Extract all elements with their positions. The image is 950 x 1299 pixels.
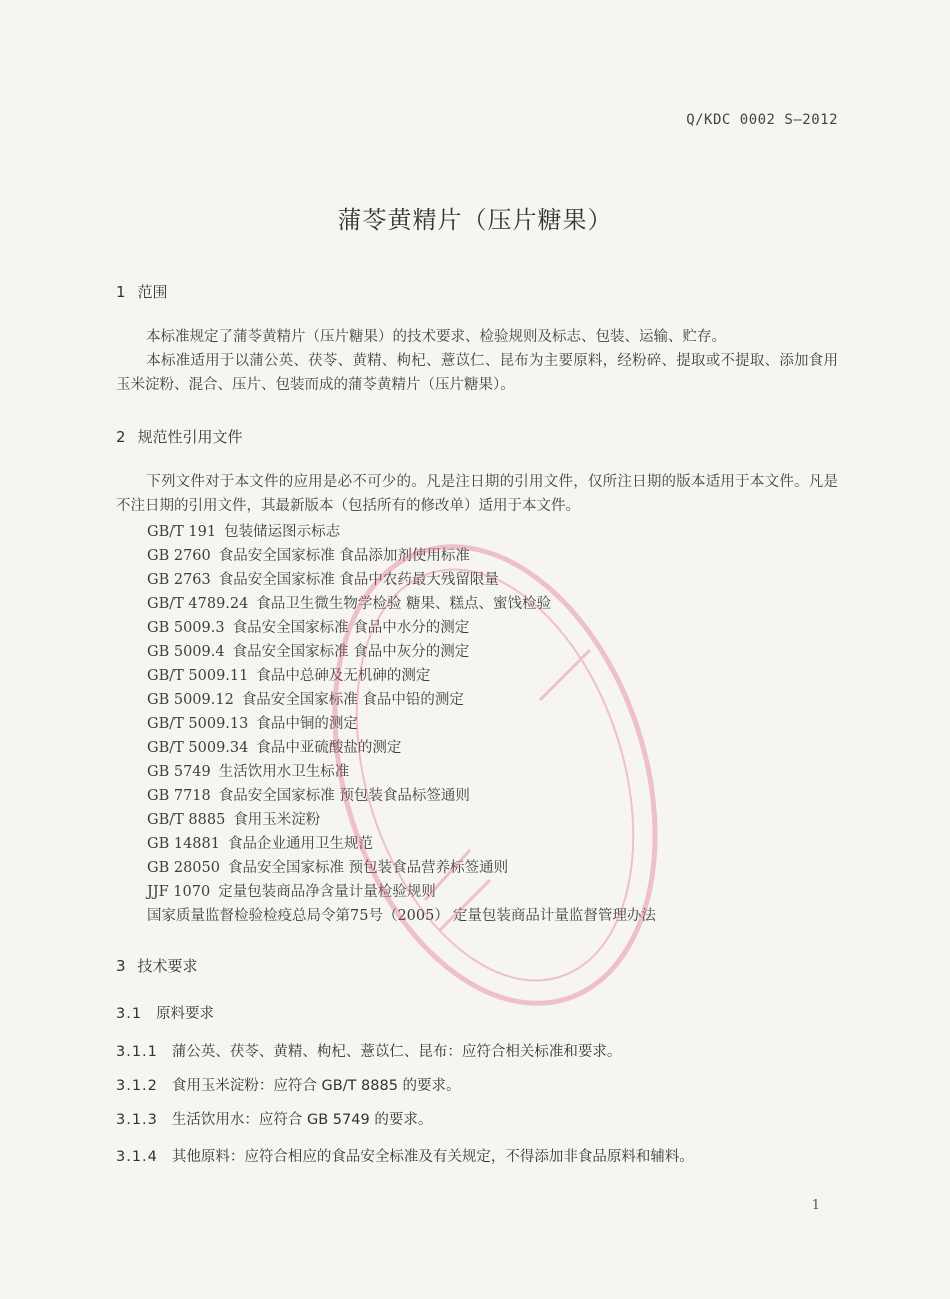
reference-item: GB 2763 食品安全国家标准 食品中农药最大残留限量 (147, 572, 499, 588)
scope-paragraph-1: 本标准规定了蒲苓黄精片（压片糖果）的技术要求、检验规则及标志、包装、运输、贮存。 (146, 329, 726, 345)
reference-item: GB/T 5009.11 食品中总砷及无机砷的测定 (147, 668, 431, 684)
reference-item: GB 5009.4 食品安全国家标准 食品中灰分的测定 (147, 644, 470, 660)
reference-item: GB 2760 食品安全国家标准 食品添加剂使用标准 (147, 548, 470, 564)
reference-item: GB 28050 食品安全国家标准 预包装食品营养标签通则 (147, 860, 509, 876)
reference-item: 国家质量监督检验检疫总局令第75号（2005） 定量包装商品计量监督管理办法 (147, 908, 656, 924)
requirement-item: 3.1.3 生活饮用水：应符合 GB 5749 的要求。 (116, 1112, 433, 1128)
section-2-heading (116, 426, 243, 447)
section-number: 1 (116, 283, 126, 301)
requirement-item: 3.1.1 蒲公英、茯苓、黄精、枸杞、薏苡仁、昆布：应符合相关标准和要求。 (116, 1044, 622, 1060)
requirement-item: 3.1.4 其他原料：应符合相应的食品安全标准及有关规定，不得添加非食品原料和辅料。 (116, 1149, 694, 1165)
document-code: Q/KDC 0002 S—2012 (686, 112, 838, 128)
section-1-heading (116, 281, 168, 302)
reference-item: GB/T 4789.24 食品卫生微生物学检验 糖果、糕点、蜜饯检验 (147, 596, 551, 612)
document-title: 蒲苓黄精片（压片糖果） (337, 206, 613, 234)
requirement-item: 3.1.2 食用玉米淀粉：应符合 GB/T 8885 的要求。 (116, 1078, 461, 1094)
section-number: 3 (116, 957, 126, 975)
subsection-3-1-heading: 3.1 原料要求 (116, 1006, 215, 1022)
reference-item: GB 5009.12 食品安全国家标准 食品中铅的测定 (147, 692, 464, 708)
page-number: 1 (811, 1198, 820, 1213)
reference-item: GB/T 5009.13 食品中铜的测定 (147, 716, 358, 732)
section-title: 规范性引用文件 (137, 428, 243, 446)
reference-item: GB/T 8885 食用玉米淀粉 (147, 812, 321, 828)
section-number: 2 (116, 428, 126, 446)
reference-item: GB 7718 食品安全国家标准 预包装食品标签通则 (147, 788, 470, 804)
reference-item: GB/T 191 包装储运图示标志 (147, 524, 341, 540)
scope-paragraph-2: 本标准适用于以蒲公英、茯苓、黄精、枸杞、薏苡仁、昆布为主要原料，经粉碎、提取或不提取、添加食用玉米淀粉、混合、压片、包装而成的蒲苓黄精片（压片糖果）。 (116, 353, 838, 393)
section-title: 技术要求 (137, 957, 198, 975)
section-title: 范围 (137, 283, 168, 301)
reference-list (147, 520, 656, 928)
reference-item: JJF 1070 定量包装商品净含量计量检验规则 (147, 884, 436, 900)
reference-item: GB 5749 生活饮用水卫生标准 (147, 764, 350, 780)
reference-item: GB 5009.3 食品安全国家标准 食品中水分的测定 (147, 620, 470, 636)
reference-item: GB/T 5009.34 食品中亚硫酸盐的测定 (147, 740, 402, 756)
section-3-heading (116, 955, 198, 976)
references-intro: 下列文件对于本文件的应用是必不可少的。凡是注日期的引用文件，仅所注日期的版本适用于本文件。凡是不注日期的引用文件，其最新版本（包括所有的修改单）适用于本文件。 (116, 474, 838, 514)
reference-item: GB 14881 食品企业通用卫生规范 (147, 836, 373, 852)
